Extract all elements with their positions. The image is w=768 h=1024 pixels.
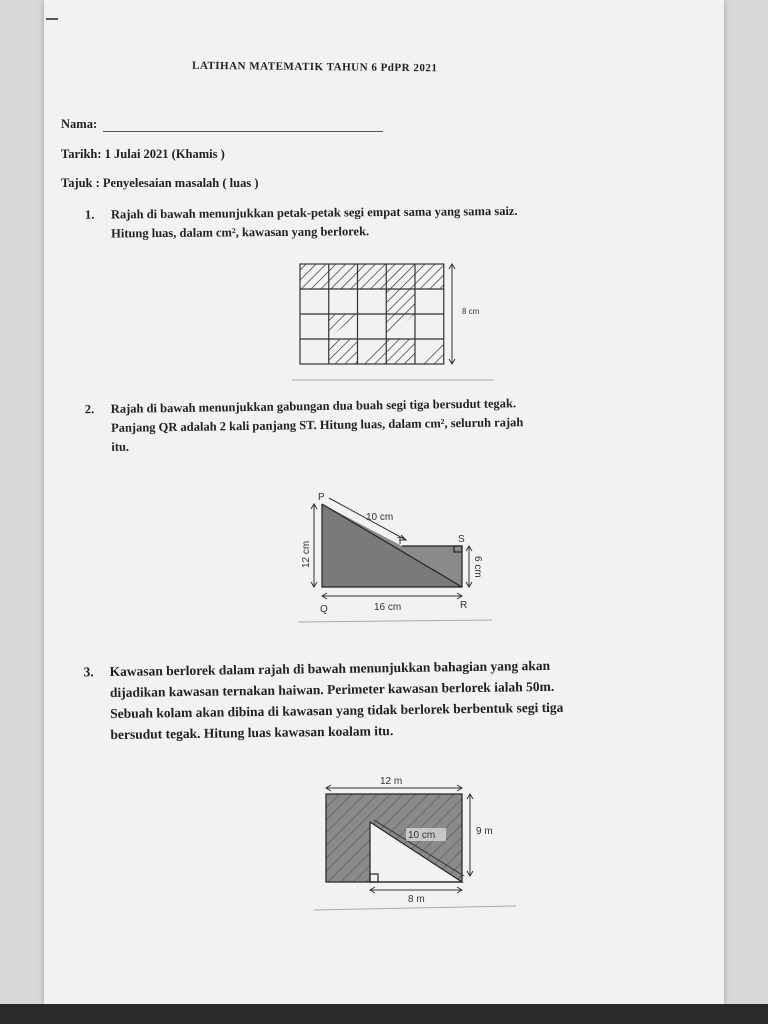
question-line: dijadikan kawasan ternakan haiwan. Perimeter kawasan berlorek ialah 50m.: [109, 678, 555, 701]
vertex-q: Q: [320, 604, 328, 615]
question-number: 3.: [83, 664, 94, 680]
question-number: 2.: [84, 402, 95, 417]
question-line: bersudut tegak. Hitung luas kawasan koalam itu.: [110, 723, 394, 743]
qr-length-label: 16 cm: [374, 602, 402, 613]
worksheet-title: LATIHAN MATEMATIK TAHUN 6 PdPR 2021: [191, 59, 438, 75]
worksheet-page: [44, 0, 724, 1004]
right-length-label: 9 m: [476, 826, 493, 837]
vertex-p: P: [318, 492, 325, 503]
name-label: Nama:: [61, 117, 98, 131]
topic-field: Tajuk : Penyelesaian masalah ( luas ): [61, 176, 259, 190]
question-1: [84, 201, 671, 244]
height-label: 8 cm: [462, 307, 480, 316]
pt-length-label: 10 cm: [366, 512, 394, 523]
q1-grid-figure: [284, 256, 524, 386]
pq-length-label: 12 cm: [301, 540, 312, 568]
question-line: Panjang QR adalah 2 kali panjang ST. Hitung luas, dalam cm², seluruh rajah: [110, 415, 524, 435]
question-line: Hitung luas, dalam cm², kawasan yang berlorek.: [111, 224, 370, 241]
question-line: Kawasan berlorek dalam rajah di bawah menunjukkan bahagian yang akan: [109, 657, 551, 680]
hypotenuse-label: 10 cm: [408, 830, 436, 841]
q3-area-figure: [310, 772, 540, 914]
question-line: Rajah di bawah menunjukkan petak-petak segi empat sama yang sama saiz.: [110, 203, 518, 222]
top-length-label: 12 m: [380, 776, 403, 787]
question-line: Rajah di bawah menunjukkan gabungan dua buah segi tiga bersudut tegak.: [110, 396, 517, 416]
question-number: 1.: [84, 207, 95, 222]
bottom-length-label: 8 m: [408, 894, 425, 905]
q2-triangles-figure: [294, 488, 514, 628]
background-edge: [0, 1004, 768, 1024]
question-2: [84, 392, 672, 457]
underline: [298, 620, 492, 622]
question-3: [83, 653, 690, 745]
question-line: Sebuah kolam akan dibina di kawasan yang tidak berlorek berbentuk segi tiga: [110, 699, 564, 722]
date-field: Tarikh: 1 Julai 2021 (Khamis ): [61, 147, 225, 161]
sr-length-label: 6 cm: [472, 556, 483, 578]
vertex-r: R: [460, 600, 468, 611]
question-line: itu.: [111, 439, 130, 454]
corner-mark: [46, 18, 58, 20]
height-arrow: [449, 264, 455, 364]
vertex-s: S: [458, 534, 465, 545]
name-field: [61, 117, 383, 132]
name-blank-line: [103, 119, 383, 132]
underline: [314, 906, 516, 910]
vertex-t: T: [397, 536, 404, 547]
